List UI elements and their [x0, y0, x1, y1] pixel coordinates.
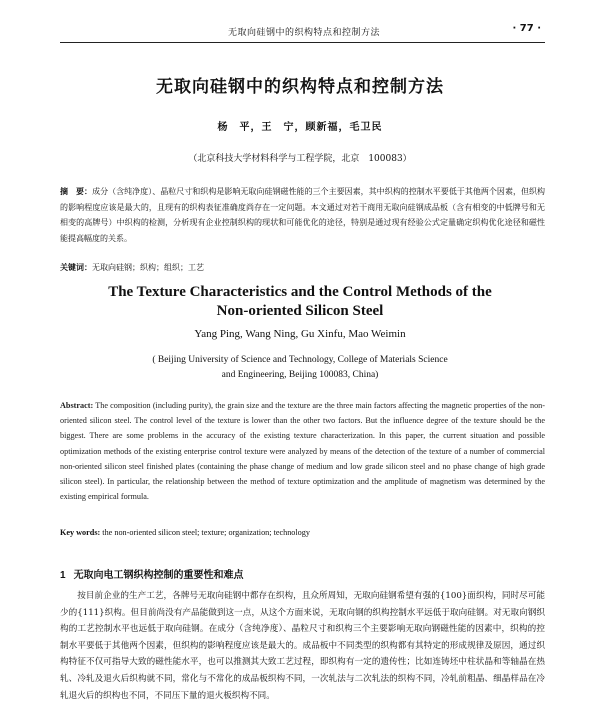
- abstract-en-text: The composition (including purity), the grain size and the texture are the three main factors affecting the magnetic properties of the non-oriented silicon steel. The control level of the texture is lower than the other two factors. But the influence degree of the texture should be the biggest. There are some problems in the accuracy of the existing texture characterization. In this paper, the current situation and possible optimization methods of the existing enterprise control texture were analyzed by means of the detection of the texture of a number of commercial non-oriented silicon steel finished plates (containing the phase change of medium and low grade silicon steel and no phase change of high grade silicon steel). In particular, the relationship between the method of texture optimization and the amplitude of magnetism was determined by the existing empirical formula.: [60, 401, 545, 502]
- paper-title-cn: 无取向硅钢中的织构特点和控制方法: [156, 77, 444, 97]
- authors-cn: 杨 平，王 宁，顾新福，毛卫民: [217, 122, 383, 133]
- abstract-cn-label: 摘 要：: [60, 186, 93, 196]
- authors-en: Yang Ping, Wang Ning, Gu Xinfu, Mao Weimin: [194, 328, 406, 340]
- section-heading: [60, 566, 545, 581]
- affiliation-cn: （北京科技大学材料科学与工程学院，北京 100083）: [188, 154, 412, 164]
- abstract-cn-text: 成分（含纯净度）、晶粒尺寸和织构是影响无取向硅钢磁性能的三个主要因素，其中织构的控制水平要低于其他两个因素，但织构的影响程度应该是最大的，且现有的织构表征准确度尚存在一定问题。本文通过对若干商用无取向硅钢成品板（含有相变的中低牌号和无相变的高牌号）中织构的检测，分析现有企业控制织构的现状和可能优化的途径，特别是通过现有经验公式定量确定织构优化途径和磁性能提高幅度的关系。: [60, 187, 546, 243]
- keywords-en-label: Key words:: [60, 528, 101, 537]
- section-number: 1: [60, 570, 66, 581]
- running-header: [60, 24, 545, 43]
- keywords-cn-label: 关键词：: [60, 262, 92, 272]
- keywords-cn: [60, 261, 545, 274]
- page-number: · 77 ·: [512, 23, 541, 34]
- paper-title-en: [0, 283, 600, 321]
- body-paragraph: 按目前企业的生产工艺，各牌号无取向硅钢中都存在织构，且众所周知，无取向硅钢希望有强的{100}面织构，同时尽可能少的{111}织构。但目前尚没有产品能做到这一点，从这个方面来说，无取向钢的织构控制水平远低于取向硅钢。对无取向钢织构的工艺控制水平也远低于取向硅钢。在成分（含纯净度）、晶粒尺寸和织构三个主要影响无取向钢磁性能的因素中，织构的控制水平要低于其他两个因素，但织构的影响程度应该是最大的。成品板中不同类型的织构都有其特定的形成规律及原因，通过织构特征不仅可指导大致的磁性能水平，也可以推测其大致工艺过程，即织构有一定的遗传性；比如连铸坯中柱状晶和等轴晶在热轧、冷轧及退火后织构就不同，常化与不常化的成品板织构不同，一次轧法与二次轧法的织构不同，冷轧前粗晶、细晶样品在冷轧退火后的织构也不同，不同压下量的退火板织构不同。: [60, 591, 545, 701]
- abstract-en: [60, 398, 545, 504]
- abstract-en-label: Abstract:: [60, 401, 94, 410]
- keywords-en: [60, 528, 545, 537]
- affiliation-en-line1: ( Beijing University of Science and Technology, College of Materials Science: [152, 355, 448, 365]
- paper-title-en-line1: The Texture Characteristics and the Control Methods of the: [108, 284, 492, 300]
- running-header-title: 无取向硅钢中的织构特点和控制方法: [228, 28, 381, 38]
- section-title: 无取向电工钢织构控制的重要性和难点: [73, 570, 244, 581]
- keywords-cn-text: 无取向硅钢；织构；组织；工艺: [92, 263, 204, 272]
- paper-title-en-line2: Non-oriented Silicon Steel: [216, 303, 384, 319]
- affiliation-en-line2: and Engineering, Beijing 100083, China): [221, 370, 379, 380]
- affiliation-en: [0, 353, 600, 383]
- abstract-cn: [60, 184, 545, 246]
- keywords-en-text: the non-oriented silicon steel; texture; organization; technology: [102, 528, 310, 537]
